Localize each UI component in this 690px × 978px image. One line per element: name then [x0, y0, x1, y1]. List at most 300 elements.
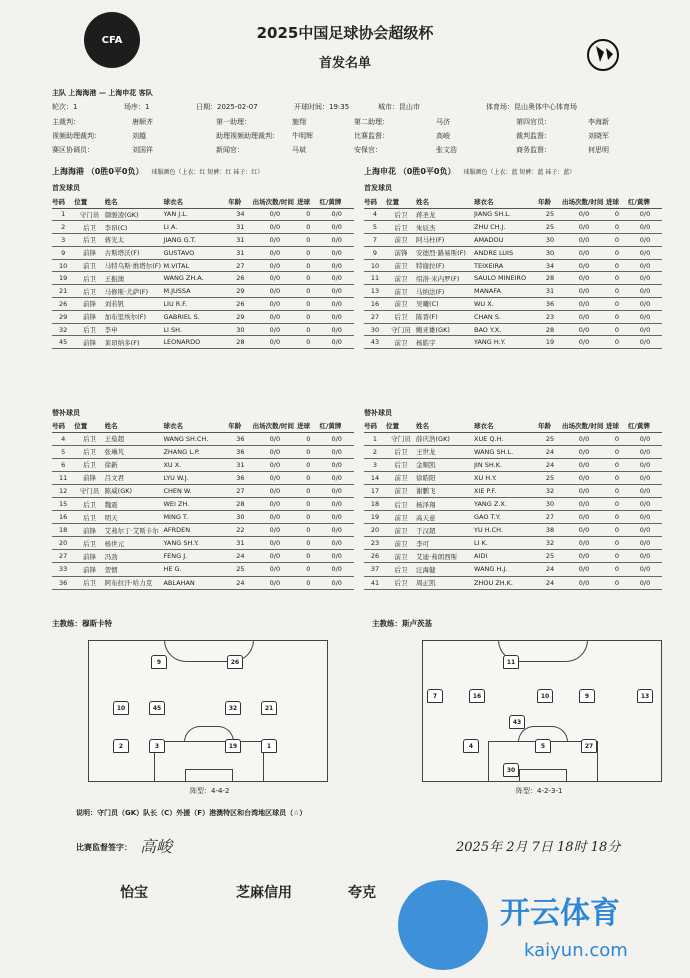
table-cell: 后卫	[74, 537, 104, 550]
table-cell: 0	[297, 471, 319, 484]
table-cell: 0/0	[253, 208, 298, 221]
table-cell: 24	[538, 458, 562, 471]
table-cell: 0/0	[562, 246, 606, 259]
table-cell: 高天意	[416, 511, 474, 524]
table-cell: 5	[364, 221, 386, 234]
table-cell: 蒋光太	[105, 234, 164, 247]
table-cell: 36	[52, 576, 74, 589]
table-row	[364, 524, 662, 537]
table-cell: 25	[538, 221, 562, 234]
player-shirt-icon: 32	[225, 701, 241, 715]
table-row	[52, 471, 354, 484]
table-cell: 吴曦(C)	[416, 298, 474, 311]
table-cell: 0/0	[628, 246, 662, 259]
table-cell: 0/0	[319, 246, 354, 259]
table-cell: 0	[297, 336, 319, 349]
column-header: 红/黄牌	[319, 420, 354, 432]
table-cell: 0/0	[628, 298, 662, 311]
table-cell: 0/0	[628, 524, 662, 537]
table-cell: 周正凯	[416, 576, 474, 589]
table-cell: BAO Y.X.	[474, 323, 538, 336]
column-header: 位置	[386, 420, 416, 432]
table-row	[52, 458, 354, 471]
table-cell: 0	[297, 511, 319, 524]
column-header: 年龄	[538, 196, 562, 208]
table-row	[52, 208, 354, 221]
column-header: 年龄	[538, 420, 562, 432]
table-cell: 0	[606, 259, 628, 272]
table-cell: 0/0	[319, 336, 354, 349]
table-cell: 王振澳	[105, 272, 164, 285]
home-subs-table	[52, 420, 354, 590]
table-cell: 0	[297, 259, 319, 272]
table-cell: 前卫	[386, 511, 416, 524]
table-cell: 陈晋(F)	[416, 310, 474, 323]
table-row	[52, 285, 354, 298]
table-cell: 0	[297, 524, 319, 537]
table-cell: 杨皓宇	[416, 336, 474, 349]
table-cell: 李可	[416, 537, 474, 550]
table-cell: 阿布拉汗·哈力克	[105, 576, 164, 589]
table-cell: 0/0	[319, 563, 354, 576]
table-cell: 31	[228, 458, 252, 471]
teams-label: 主队 上海海港 — 上海申花 客队	[52, 89, 153, 97]
watermark-name: 开云体育	[500, 896, 620, 931]
sponsor-zhima: 芝麻信用	[236, 885, 292, 901]
officials-row-3: 赛区协调员： 刘国祥 新闻官： 马斌 安保官： 张文浩 商务监督： 何思明	[52, 146, 609, 154]
table-cell: 前卫	[386, 285, 416, 298]
column-header: 球衣名	[474, 196, 538, 208]
table-header-row	[364, 196, 662, 208]
table-cell: 0	[606, 484, 628, 497]
page-title: 2025中国足球协会超级杯	[256, 24, 434, 42]
table-cell: 后卫	[74, 576, 104, 589]
away-formation-pitch	[422, 640, 662, 782]
table-row	[364, 234, 662, 247]
table-cell: 0/0	[253, 298, 298, 311]
table-cell: 0/0	[628, 208, 662, 221]
table-cell: 11	[52, 471, 74, 484]
table-cell: 0/0	[319, 458, 354, 471]
column-header: 进球	[297, 196, 319, 208]
table-cell: 0/0	[253, 524, 298, 537]
table-cell: 32	[538, 484, 562, 497]
table-cell: 0/0	[253, 550, 298, 563]
table-cell: 0/0	[319, 524, 354, 537]
column-header: 出场次数/时间	[253, 420, 298, 432]
table-cell: 11	[364, 272, 386, 285]
table-cell: 0/0	[628, 484, 662, 497]
table-row	[52, 537, 354, 550]
table-cell: 0/0	[562, 576, 606, 589]
table-cell: 12	[52, 484, 74, 497]
column-header: 姓名	[105, 196, 164, 208]
away-formation: 阵型：4-2-3-1	[516, 787, 563, 795]
home-subs-label: 替补球员	[52, 409, 80, 417]
table-cell: 29	[52, 310, 74, 323]
table-cell: 前锋	[74, 336, 104, 349]
column-header: 姓名	[416, 420, 474, 432]
table-row	[52, 524, 354, 537]
column-header: 位置	[386, 196, 416, 208]
page-subtitle: 首发名单	[318, 56, 371, 71]
table-cell: 9	[52, 246, 74, 259]
table-cell: 0	[297, 208, 319, 221]
table-cell: 薛庆浩(GK)	[416, 432, 474, 445]
table-cell: 0	[297, 497, 319, 510]
table-cell: 颜骏凌(GK)	[105, 208, 164, 221]
table-row	[364, 298, 662, 311]
table-cell: 0/0	[319, 550, 354, 563]
table-cell: 18	[52, 524, 74, 537]
table-cell: 18	[364, 497, 386, 510]
table-cell: 31	[228, 537, 252, 550]
player-shirt-icon: 27	[581, 739, 597, 753]
table-row	[52, 234, 354, 247]
table-cell: 0/0	[562, 234, 606, 247]
table-cell: 36	[228, 432, 252, 445]
column-header: 出场次数/时间	[562, 196, 606, 208]
away-team-label: 上海申花 （0胜0平0负） 球服颜色（上衣：蓝 短裤：蓝 袜子：蓝）	[364, 167, 576, 176]
table-cell: 0/0	[562, 471, 606, 484]
table-cell: 30	[538, 234, 562, 247]
table-cell: 0/0	[319, 445, 354, 458]
table-cell: YANG Z.X.	[474, 497, 538, 510]
table-cell: 前锋	[74, 563, 104, 576]
table-cell: 古斯塔沃(F)	[105, 246, 164, 259]
table-cell: ABLAHAN	[163, 576, 228, 589]
table-cell: 后卫	[386, 458, 416, 471]
table-cell: MING T.	[163, 511, 228, 524]
table-row	[364, 471, 662, 484]
table-row	[364, 272, 662, 285]
table-cell: 0/0	[562, 221, 606, 234]
table-cell: 29	[228, 310, 252, 323]
player-shirt-icon: 21	[261, 701, 277, 715]
table-row	[52, 497, 354, 510]
table-cell: 19	[52, 272, 74, 285]
table-cell: M.VITAL	[163, 259, 228, 272]
table-cell: 后卫	[74, 432, 104, 445]
table-cell: 0/0	[628, 323, 662, 336]
table-cell: M.JUSSA	[163, 285, 228, 298]
table-cell: 0/0	[319, 221, 354, 234]
table-cell: 0/0	[319, 285, 354, 298]
table-cell: ANDRE LUIS	[474, 246, 538, 259]
table-cell: LEONARDO	[163, 336, 228, 349]
player-shirt-icon: 13	[637, 689, 653, 703]
table-cell: 0/0	[562, 432, 606, 445]
table-cell: 17	[364, 484, 386, 497]
table-cell: 0	[297, 432, 319, 445]
table-cell: 0	[606, 298, 628, 311]
table-cell: 2	[364, 445, 386, 458]
player-shirt-icon: 43	[509, 715, 525, 729]
column-header: 位置	[74, 420, 104, 432]
table-cell: 0	[606, 458, 628, 471]
table-cell: 陈威(GK)	[105, 484, 164, 497]
table-cell: 0	[606, 285, 628, 298]
table-cell: ZHU CH.J.	[474, 221, 538, 234]
table-cell: 后卫	[74, 285, 104, 298]
table-cell: 前卫	[386, 471, 416, 484]
table-cell: 绍洛·米内罗(F)	[416, 272, 474, 285]
column-header: 球衣名	[163, 196, 228, 208]
table-cell: 0/0	[628, 497, 662, 510]
table-cell: XU X.	[163, 458, 228, 471]
table-cell: 0/0	[253, 458, 298, 471]
table-cell: 前锋	[74, 524, 104, 537]
table-cell: 徐皓阳	[416, 471, 474, 484]
table-cell: JIN SH.K.	[474, 458, 538, 471]
table-cell: 32	[52, 323, 74, 336]
table-cell: 25	[538, 550, 562, 563]
table-cell: LI A.	[163, 221, 228, 234]
table-cell: 10	[52, 259, 74, 272]
table-cell: 后卫	[74, 272, 104, 285]
table-cell: 0	[297, 285, 319, 298]
table-cell: 前卫	[386, 298, 416, 311]
table-header-row	[52, 196, 354, 208]
table-cell: WEI ZH.	[163, 497, 228, 510]
sponsor-quark: 夸克	[348, 885, 376, 901]
table-cell: 26	[52, 298, 74, 311]
table-cell: 5	[52, 445, 74, 458]
table-cell: 王世龙	[416, 445, 474, 458]
supervisor-signature: 高峻	[140, 837, 173, 856]
table-cell: 0/0	[253, 246, 298, 259]
away-starters-label: 首发球员	[364, 184, 392, 192]
home-coach: 主教练：穆斯卡特	[52, 619, 112, 628]
player-shirt-icon: 19	[225, 739, 241, 753]
column-header: 位置	[74, 196, 104, 208]
table-cell: 0/0	[628, 576, 662, 589]
table-cell: 30	[538, 497, 562, 510]
column-header: 号码	[364, 420, 386, 432]
table-cell: 0/0	[253, 537, 298, 550]
table-cell: 0/0	[628, 537, 662, 550]
table-cell: 1	[52, 208, 74, 221]
table-cell: 0/0	[628, 563, 662, 576]
table-cell: 前卫	[386, 336, 416, 349]
table-cell: 0/0	[628, 336, 662, 349]
table-cell: 后卫	[74, 234, 104, 247]
table-cell: XU H.Y.	[474, 471, 538, 484]
table-cell: 王燊超	[105, 432, 164, 445]
table-cell: 后卫	[386, 221, 416, 234]
table-cell: 0/0	[562, 497, 606, 510]
player-shirt-icon: 10	[113, 701, 129, 715]
table-cell: WANG H.J.	[474, 563, 538, 576]
table-cell: 0/0	[562, 310, 606, 323]
table-cell: 艾迪·弗朗西斯	[416, 550, 474, 563]
table-cell: 前卫	[386, 484, 416, 497]
table-cell: 刘若钒	[105, 298, 164, 311]
table-header-row	[52, 420, 354, 432]
table-cell: 25	[538, 471, 562, 484]
table-cell: 后卫	[386, 497, 416, 510]
home-formation: 阵型：4-4-2	[190, 787, 230, 795]
table-row	[364, 323, 662, 336]
table-cell: 0	[606, 336, 628, 349]
table-cell: 0/0	[253, 563, 298, 576]
column-header: 球衣名	[474, 420, 538, 432]
table-cell: 马纳法(F)	[416, 285, 474, 298]
table-cell: 14	[364, 471, 386, 484]
table-cell: 0/0	[562, 484, 606, 497]
column-header: 姓名	[105, 420, 164, 432]
table-cell: 7	[364, 234, 386, 247]
table-cell: 0/0	[562, 285, 606, 298]
table-cell: 0	[297, 484, 319, 497]
table-cell: 41	[364, 576, 386, 589]
table-cell: 28	[228, 336, 252, 349]
table-cell: 10	[364, 259, 386, 272]
table-cell: 0/0	[253, 445, 298, 458]
table-cell: 24	[538, 563, 562, 576]
table-cell: 0/0	[253, 221, 298, 234]
table-row	[364, 310, 662, 323]
table-row	[364, 576, 662, 589]
table-cell: 0	[297, 458, 319, 471]
player-shirt-icon: 4	[463, 739, 479, 753]
table-cell: 0	[297, 298, 319, 311]
column-header: 出场次数/时间	[562, 420, 606, 432]
table-cell: 24	[538, 576, 562, 589]
table-cell: 0/0	[319, 537, 354, 550]
column-header: 红/黄牌	[319, 196, 354, 208]
player-shirt-icon: 30	[503, 763, 519, 777]
table-cell: 鲍亚雄(GK)	[416, 323, 474, 336]
table-cell: LI K.	[474, 537, 538, 550]
table-cell: 张琳芃	[105, 445, 164, 458]
table-cell: 0/0	[562, 323, 606, 336]
table-cell: JIANG SH.L.	[474, 208, 538, 221]
table-row	[364, 497, 662, 510]
table-cell: WANG ZH.A.	[163, 272, 228, 285]
table-cell: 前锋	[74, 298, 104, 311]
table-cell: 0	[606, 310, 628, 323]
table-cell: 0/0	[628, 471, 662, 484]
table-cell: LIU R.F.	[163, 298, 228, 311]
table-cell: GUSTAVO	[163, 246, 228, 259]
pitch-goal-area	[185, 769, 233, 781]
column-header: 红/黄牌	[628, 420, 662, 432]
home-starters-table	[52, 196, 354, 349]
table-cell: 后卫	[74, 511, 104, 524]
player-shirt-icon: 10	[537, 689, 553, 703]
player-shirt-icon: 5	[535, 739, 551, 753]
table-cell: 0/0	[562, 511, 606, 524]
column-header: 号码	[52, 420, 74, 432]
table-row	[364, 537, 662, 550]
table-cell: 0/0	[562, 336, 606, 349]
table-cell: 26	[228, 272, 252, 285]
table-cell: 0	[606, 246, 628, 259]
table-cell: 前锋	[386, 246, 416, 259]
table-cell: 0	[297, 445, 319, 458]
table-cell: 后卫	[386, 576, 416, 589]
table-cell: 0/0	[319, 576, 354, 589]
table-row	[364, 221, 662, 234]
table-cell: 0	[606, 445, 628, 458]
table-cell: GABRIEL S.	[163, 310, 228, 323]
table-cell: 后卫	[74, 323, 104, 336]
table-cell: 金顺凯	[416, 458, 474, 471]
table-cell: 32	[538, 537, 562, 550]
table-cell: AMADOU	[474, 234, 538, 247]
legend-note: 说明：守门员（GK）队长（C）外援（F）港澳特区和台湾地区球员（☆）	[76, 809, 307, 817]
table-cell: JIANG G.T.	[163, 234, 228, 247]
table-cell: 4	[364, 208, 386, 221]
table-cell: 33	[52, 563, 74, 576]
table-cell: LI SH.	[163, 323, 228, 336]
table-cell: WU X.	[474, 298, 538, 311]
table-cell: 0/0	[319, 497, 354, 510]
table-cell: 0/0	[562, 259, 606, 272]
table-cell: 0	[606, 208, 628, 221]
table-cell: 前卫	[386, 550, 416, 563]
table-cell: 28	[228, 497, 252, 510]
table-cell: 27	[364, 310, 386, 323]
table-cell: 37	[364, 563, 386, 576]
table-cell: 0/0	[562, 537, 606, 550]
column-header: 出场次数/时间	[253, 196, 298, 208]
table-cell: 23	[364, 537, 386, 550]
table-row	[52, 310, 354, 323]
table-cell: CHEN W.	[163, 484, 228, 497]
table-cell: 15	[52, 497, 74, 510]
table-cell: 后卫	[74, 458, 104, 471]
table-row	[52, 221, 354, 234]
table-cell: 25	[538, 208, 562, 221]
player-shirt-icon: 2	[113, 739, 129, 753]
table-cell: 徐新	[105, 458, 164, 471]
home-starters-label: 首发球员	[52, 184, 80, 192]
table-cell: 38	[538, 524, 562, 537]
table-cell: 36	[538, 298, 562, 311]
home-formation-pitch	[88, 640, 328, 782]
table-cell: 0	[297, 323, 319, 336]
table-cell: 0/0	[253, 576, 298, 589]
table-cell: 0/0	[562, 208, 606, 221]
table-row	[52, 445, 354, 458]
table-cell: 后卫	[386, 310, 416, 323]
table-cell: 0/0	[562, 445, 606, 458]
table-cell: 30	[228, 323, 252, 336]
table-row	[364, 563, 662, 576]
table-cell: 0	[297, 272, 319, 285]
table-cell: 魏震	[105, 497, 164, 510]
table-cell: 25	[538, 432, 562, 445]
table-cell: YANG H.Y.	[474, 336, 538, 349]
table-cell: 0/0	[319, 323, 354, 336]
table-cell: 13	[364, 285, 386, 298]
table-cell: 0/0	[628, 234, 662, 247]
table-cell: XUE Q.H.	[474, 432, 538, 445]
table-cell: 31	[538, 285, 562, 298]
table-cell: GAO T.Y.	[474, 511, 538, 524]
table-cell: 阿马杜(F)	[416, 234, 474, 247]
pitch-goal-area	[519, 769, 567, 781]
table-cell: 艾弗尔丁·艾斯卡尔	[105, 524, 164, 537]
table-cell: LYU W.J.	[163, 471, 228, 484]
table-cell: 特谢拉(F)	[416, 259, 474, 272]
table-row	[52, 576, 354, 589]
table-cell: 0/0	[628, 550, 662, 563]
sponsor-yibao: 怡宝	[120, 885, 148, 901]
table-cell: 43	[364, 336, 386, 349]
